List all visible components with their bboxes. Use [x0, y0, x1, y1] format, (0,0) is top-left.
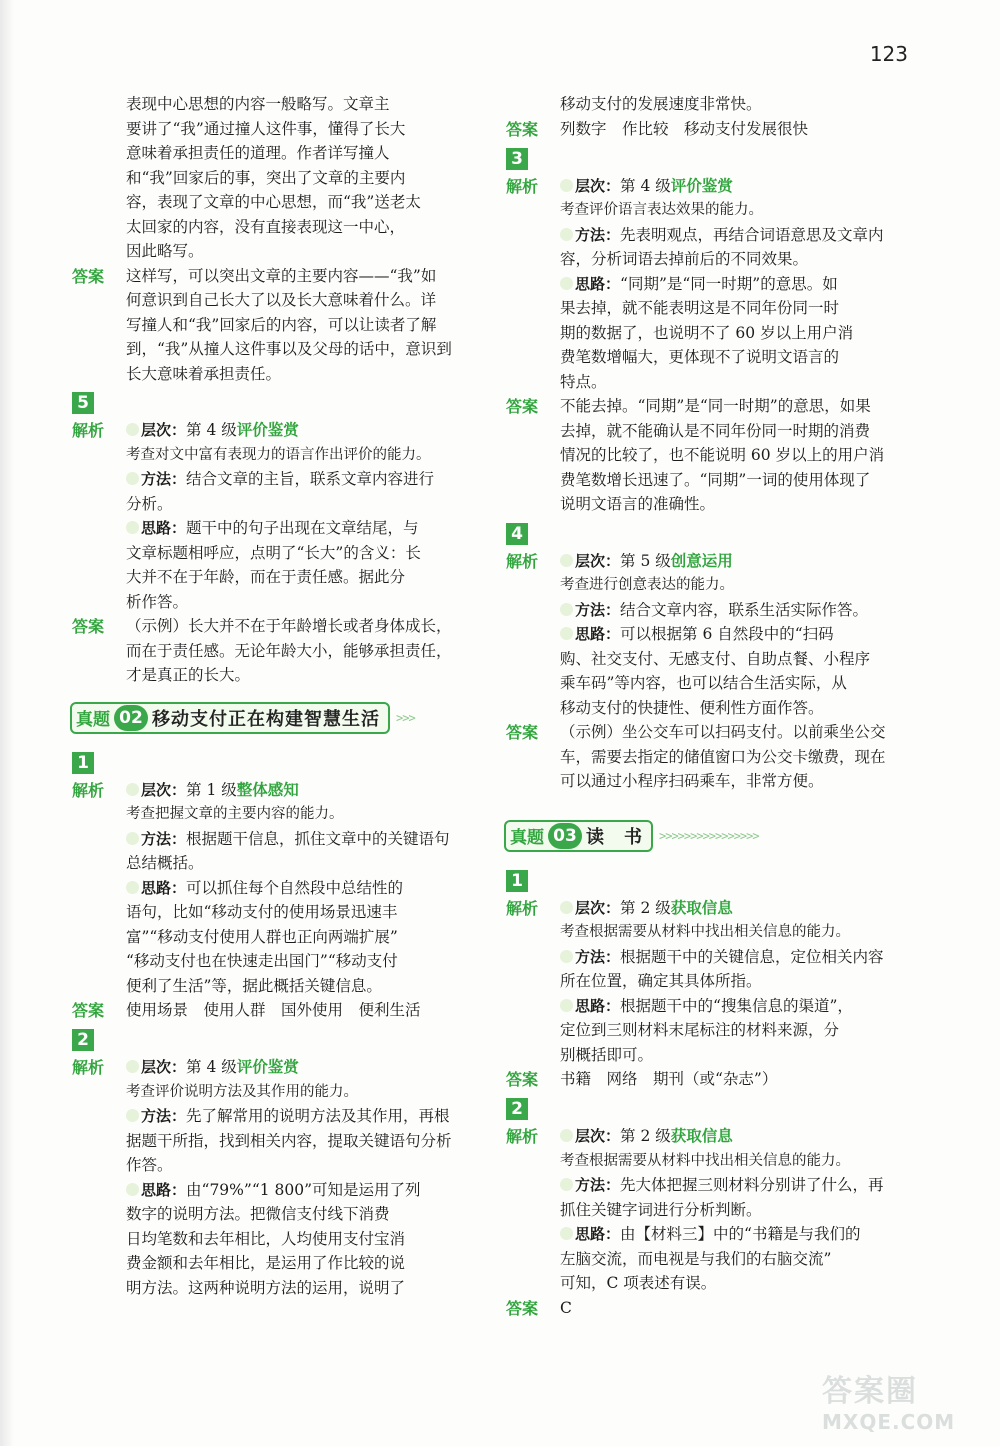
text-line: 太回家的内容，没有直接表现这一中心， [126, 217, 406, 236]
answer-text: 书籍 网络 期刊（或“杂志”） [560, 1070, 778, 1088]
step-marker-icon [560, 1129, 573, 1142]
analysis-block [506, 549, 914, 721]
step-label: 层次： [141, 421, 187, 439]
question-number-badge: 1 [72, 752, 94, 774]
analysis-tag: 解析 [72, 421, 105, 440]
analysis-block [72, 418, 477, 614]
answer-block [72, 998, 477, 1023]
text-line: 结合文章的主旨，联系文章内容进行 [186, 470, 435, 488]
step-marker-icon [560, 554, 573, 567]
text-line: 要讲了“我”通过撞人这件事，懂得了长大 [126, 119, 406, 138]
watermark-logo [822, 1366, 992, 1436]
step-marker-icon [560, 277, 573, 290]
answer-text: C [560, 1298, 572, 1317]
answer-text [560, 720, 914, 794]
text-line: 作答。 [126, 1156, 173, 1174]
text-line: 购、社交支付、无感支付、自助点餐、小程序 [560, 649, 871, 668]
text-line: 特点。 [560, 372, 607, 391]
text-line: 费笔数增幅大，更体现不了说明文语言的 [560, 348, 840, 366]
text-line: 题干中的句子出现在文章结尾，与 [186, 519, 419, 537]
level-description: 考查对文中富有表现力的语言作出评价的能力。 [126, 446, 431, 463]
step-label: 层次： [575, 176, 621, 195]
step-marker-icon [126, 832, 139, 845]
section-arrows-icon: >>>>>>>>>>>>>>>> [659, 828, 759, 843]
question-number-badge: 2 [506, 1098, 528, 1120]
answer-block [72, 614, 477, 688]
text-line: 左脑交流，而电视是与我们的右脑交流” [560, 1249, 832, 1268]
analysis-block [506, 896, 914, 1068]
level-prefix: 第 2 级 [620, 898, 671, 917]
analysis-text [560, 174, 914, 395]
text-line: 大并不在于年龄，而在于责任感。据此分 [126, 568, 406, 586]
text-line: 可以根据第 6 自然段中的“扫码 [620, 625, 834, 643]
analysis-block [506, 174, 914, 395]
method-line [560, 1173, 914, 1198]
text-line: 先大体把握三则材料分别讲了什么，再 [620, 1176, 884, 1194]
step-label: 层次： [575, 551, 621, 570]
text-line: 和“我”回家后的事，突出了文章的主要内 [126, 168, 406, 187]
text-line: 可知，C 项表述有误。 [560, 1274, 717, 1292]
analysis-text [560, 1124, 914, 1296]
question-number-badge: 1 [506, 870, 528, 892]
step-marker-icon [560, 950, 573, 963]
question-number-badge: 5 [72, 392, 94, 414]
text-line: 乘车码”等内容，也可以结合生活实际，从 [560, 674, 847, 692]
text-line: 不能去掉。“同期”是“同一时期”的意思，如果 [560, 397, 871, 415]
level-line [560, 549, 914, 574]
level-name: 获取信息 [670, 1127, 733, 1145]
analysis-tag: 解析 [506, 898, 539, 918]
answer-text [560, 394, 914, 517]
answer-block [506, 117, 914, 142]
answer-block [506, 1296, 914, 1321]
level-description: 考查根据需要从材料中找出相关信息的能力。 [560, 1152, 850, 1169]
level-prefix: 第 4 级 [186, 1058, 237, 1076]
level-description: 考查评价说明方法及其作用的能力。 [126, 1083, 358, 1100]
text-line: “同期”是“同一时期”的意思。如 [620, 274, 838, 293]
idea-line [560, 622, 914, 647]
step-label: 方法： [575, 600, 621, 619]
step-label: 思路： [141, 519, 187, 537]
text-line: 容，分析词语去掉前后的不同效果。 [560, 250, 809, 268]
step-label: 思路： [575, 274, 621, 293]
level-line [560, 174, 914, 199]
step-label: 方法： [141, 1107, 187, 1125]
step-label: 思路： [141, 1180, 187, 1199]
level-prefix: 第 4 级 [186, 421, 237, 439]
text-line: 长大意味着承担责任。 [126, 364, 282, 383]
question-number-badge: 4 [506, 523, 528, 545]
step-label: 思路： [575, 996, 621, 1015]
step-label: 方法： [575, 1176, 621, 1194]
level-line [126, 1055, 477, 1080]
watermark-site: MXQE.COM [822, 1410, 956, 1434]
text-line: 先了解常用的说明方法及其作用，再根 [186, 1107, 450, 1125]
step-marker-icon [560, 999, 573, 1012]
text-line: 抓住关键字词进行分析判断。 [560, 1200, 762, 1219]
page-spine-shadow [0, 0, 14, 1446]
watermark-text: 答案圈 [822, 1374, 918, 1409]
section-label: 真题 [76, 710, 110, 730]
section-label: 真题 [510, 828, 544, 848]
text-line: 车，需要去指定的储值窗口为公交卡缴费，现在 [560, 747, 886, 766]
section-header-02 [70, 702, 477, 734]
level-description: 考查评价语言表达效果的能力。 [560, 202, 763, 218]
text-line: 根据题干中的“搜集信息的渠道”， [620, 996, 853, 1015]
text-line: 定位到三则材料末尾标注的材料来源，分 [560, 1021, 840, 1039]
text-line: 移动支付的快捷性、便利性方面作答。 [560, 698, 824, 717]
idea-line [126, 1178, 477, 1203]
analysis-block [506, 1124, 914, 1296]
step-marker-icon [560, 901, 573, 914]
answer-tag: 答案 [72, 1001, 105, 1020]
level-line [126, 778, 477, 803]
level-name: 评价鉴赏 [236, 1058, 299, 1076]
section-arrows-icon: >>> [396, 710, 415, 725]
method-line [126, 467, 477, 492]
section-number: 02 [114, 705, 148, 731]
text-line: 容，表现了文章的中心思想，而“我”送老太 [126, 193, 421, 211]
step-marker-icon [560, 603, 573, 616]
section-title-box [70, 702, 390, 734]
step-marker-icon [126, 472, 139, 485]
step-label: 层次： [575, 898, 621, 917]
idea-line [560, 272, 914, 297]
step-marker-icon [560, 1178, 573, 1191]
analysis-text [126, 1055, 477, 1300]
answer-tag: 答案 [506, 723, 539, 742]
analysis-tag: 解析 [72, 1058, 105, 1077]
analysis-block [72, 778, 477, 999]
analysis-tag: 解析 [506, 1127, 539, 1146]
step-marker-icon [126, 1109, 139, 1122]
text-line: 去掉，就不能确认是不同年份同一时期的消费 [560, 421, 871, 440]
text-line: 文章标题相呼应，点明了“长大”的含义：长 [126, 543, 421, 562]
analysis-text [126, 778, 477, 999]
answer-block [506, 1067, 914, 1092]
text-line: “移动支付也在快速走出国门”“移动支付 [126, 952, 398, 970]
level-name: 整体感知 [236, 780, 299, 799]
answer-text [126, 264, 477, 387]
analysis-text [126, 418, 477, 614]
text-line: 才是真正的长大。 [126, 666, 251, 684]
section-title: 读 书 [586, 826, 643, 848]
text-line: 先表明观点，再结合词语意思及文章内 [620, 225, 884, 244]
text-line: 果去掉，就不能表明这是不同年份同一时 [560, 299, 840, 317]
text-line: （示例）坐公交车可以扫码支付。以前乘坐公交 [560, 723, 886, 741]
level-description: 考查根据需要从材料中找出相关信息的能力。 [560, 924, 850, 940]
text-line: 数字的说明方法。把微信支付线下消费 [126, 1205, 390, 1223]
text-line: 明方法。这两种说明方法的运用，说明了 [126, 1278, 406, 1297]
text-line: 便利了生活”等，据此概括关键信息。 [126, 976, 382, 995]
answer-tag: 答案 [506, 1298, 539, 1318]
level-description: 考查把握文章的主要内容的能力。 [126, 806, 344, 822]
method-line [126, 1104, 477, 1129]
answer-block [506, 394, 914, 517]
method-line [126, 827, 477, 852]
section-title-box [504, 820, 653, 852]
step-label: 方法： [141, 829, 187, 848]
page-number: 123 [869, 42, 908, 66]
text-line: 由【材料三】中的“书籍是与我们的 [620, 1225, 861, 1243]
idea-line [560, 1222, 914, 1247]
level-prefix: 第 2 级 [620, 1127, 671, 1145]
step-marker-icon [126, 1183, 139, 1196]
text-line: 何意识到自己长大了以及长大意味着什么。详 [126, 291, 437, 309]
text-line: 费笔数增长迅速了。“同期”一词的使用体现了 [560, 470, 871, 489]
level-line [560, 1124, 914, 1149]
level-name: 创意运用 [670, 551, 733, 570]
step-label: 层次： [141, 780, 187, 799]
text-line: 情况的比较了，也不能说明 60 岁以上的用户消 [560, 446, 885, 464]
step-marker-icon [126, 783, 139, 796]
step-marker-icon [560, 1227, 573, 1240]
idea-line [126, 516, 477, 541]
right-column [506, 92, 914, 1321]
level-name: 评价鉴赏 [236, 421, 299, 439]
text-line: 可以通过小程序扫码乘车，非常方便。 [560, 772, 824, 790]
level-description: 考查进行创意表达的能力。 [560, 577, 734, 593]
left-column [72, 92, 477, 1300]
step-marker-icon [126, 881, 139, 894]
text-line: 析作答。 [126, 592, 189, 611]
text-line: 总结概括。 [126, 854, 204, 872]
analysis-text [560, 896, 914, 1068]
text-line: 表现中心思想的内容一般略写。文章主 [126, 95, 390, 113]
section-number: 03 [548, 823, 582, 849]
question-number-badge: 3 [506, 148, 528, 170]
step-marker-icon [560, 627, 573, 640]
step-marker-icon [560, 228, 573, 241]
continued-analysis [506, 92, 914, 117]
step-marker-icon [126, 423, 139, 436]
method-line [560, 223, 914, 248]
section-title: 移动支付正在构建智慧生活 [152, 708, 380, 730]
step-marker-icon [560, 179, 573, 192]
answer-text: 使用场景 使用人群 国外使用 便利生活 [126, 1001, 421, 1019]
answer-tag: 答案 [506, 1070, 539, 1089]
text-line: 富”“移动支付使用人群也正向两端扩展” [126, 927, 398, 946]
answer-block [506, 720, 914, 794]
step-label: 思路： [575, 625, 621, 643]
step-label: 思路： [575, 1225, 621, 1243]
level-prefix: 第 4 级 [620, 176, 671, 195]
text-line: 由“79%”“1 800”可知是运用了列 [186, 1180, 421, 1199]
text-line: 语句，比如“移动支付的使用场景迅速丰 [126, 903, 398, 921]
answer-tag: 答案 [72, 266, 105, 286]
text-line: 结合文章内容，联系生活实际作答。 [620, 600, 869, 619]
method-line [560, 598, 914, 623]
analysis-tag: 解析 [506, 551, 539, 571]
idea-line [126, 876, 477, 901]
text-line: 到，“我”从撞人这件事以及父母的话中，意识到 [126, 340, 452, 358]
step-label: 方法： [141, 470, 187, 488]
text-line: 分析。 [126, 494, 173, 513]
answer-text [126, 614, 477, 688]
step-label: 方法： [575, 947, 621, 966]
answer-block [72, 264, 477, 387]
analysis-block [72, 1055, 477, 1300]
text-line: 因此略写。 [126, 242, 204, 260]
method-line [560, 945, 914, 970]
text-line: 而在于责任感。无论年龄大小，能够承担责任， [126, 641, 452, 660]
answer-tag: 答案 [506, 397, 539, 416]
analysis-text [560, 549, 914, 721]
continued-analysis [72, 92, 477, 264]
level-prefix: 第 1 级 [186, 780, 237, 799]
level-prefix: 第 5 级 [620, 551, 671, 570]
text-line: 说明文语言的准确性。 [560, 495, 716, 513]
text-line: 别概括即可。 [560, 1045, 654, 1064]
text-line: 这样写，可以突出文章的主要内容——“我”如 [126, 266, 437, 285]
text-line: 所在位置，确定其具体所指。 [560, 972, 762, 990]
section-header-03 [504, 820, 914, 852]
step-label: 层次： [141, 1058, 187, 1076]
answer-tag: 答案 [72, 617, 105, 636]
step-marker-icon [126, 521, 139, 534]
answer-tag: 答案 [506, 119, 539, 139]
text-line: 日均笔数和去年相比，人均使用支付宝消 [126, 1229, 406, 1248]
answer-text: 列数字 作比较 移动支付发展很快 [560, 119, 809, 138]
level-name: 获取信息 [670, 898, 733, 917]
level-line [560, 896, 914, 921]
step-label: 思路： [141, 878, 187, 897]
level-line [126, 418, 477, 443]
idea-line [560, 994, 914, 1019]
analysis-tag: 解析 [72, 780, 105, 800]
text-line: 根据题干中的关键信息，定位相关内容 [620, 947, 884, 966]
text-line: 期的数据了，也说明不了 60 岁以上用户消 [560, 323, 854, 342]
analysis-tag: 解析 [506, 176, 539, 196]
text-line: （示例）长大并不在于年龄增长或者身体成长， [126, 617, 452, 635]
step-label: 层次： [575, 1127, 621, 1145]
level-name: 评价鉴赏 [670, 176, 733, 195]
text-line: 据题干所指，找到相关内容，提取关键语句分析 [126, 1131, 452, 1150]
step-label: 方法： [575, 225, 621, 244]
text-line: 写撞人和“我”回家后的内容，可以让读者了解 [126, 315, 437, 334]
text-line: 根据题干信息，抓住文章中的关键语句 [186, 829, 450, 848]
text-line: 费金额和去年相比，是运用了作比较的说 [126, 1254, 406, 1272]
text-line: 移动支付的发展速度非常快。 [560, 95, 762, 113]
question-number-badge: 2 [72, 1029, 94, 1051]
text-line: 意味着承担责任的道理。作者详写撞人 [126, 144, 390, 162]
text-line: 可以抓住每个自然段中总结性的 [186, 878, 404, 897]
step-marker-icon [126, 1060, 139, 1073]
